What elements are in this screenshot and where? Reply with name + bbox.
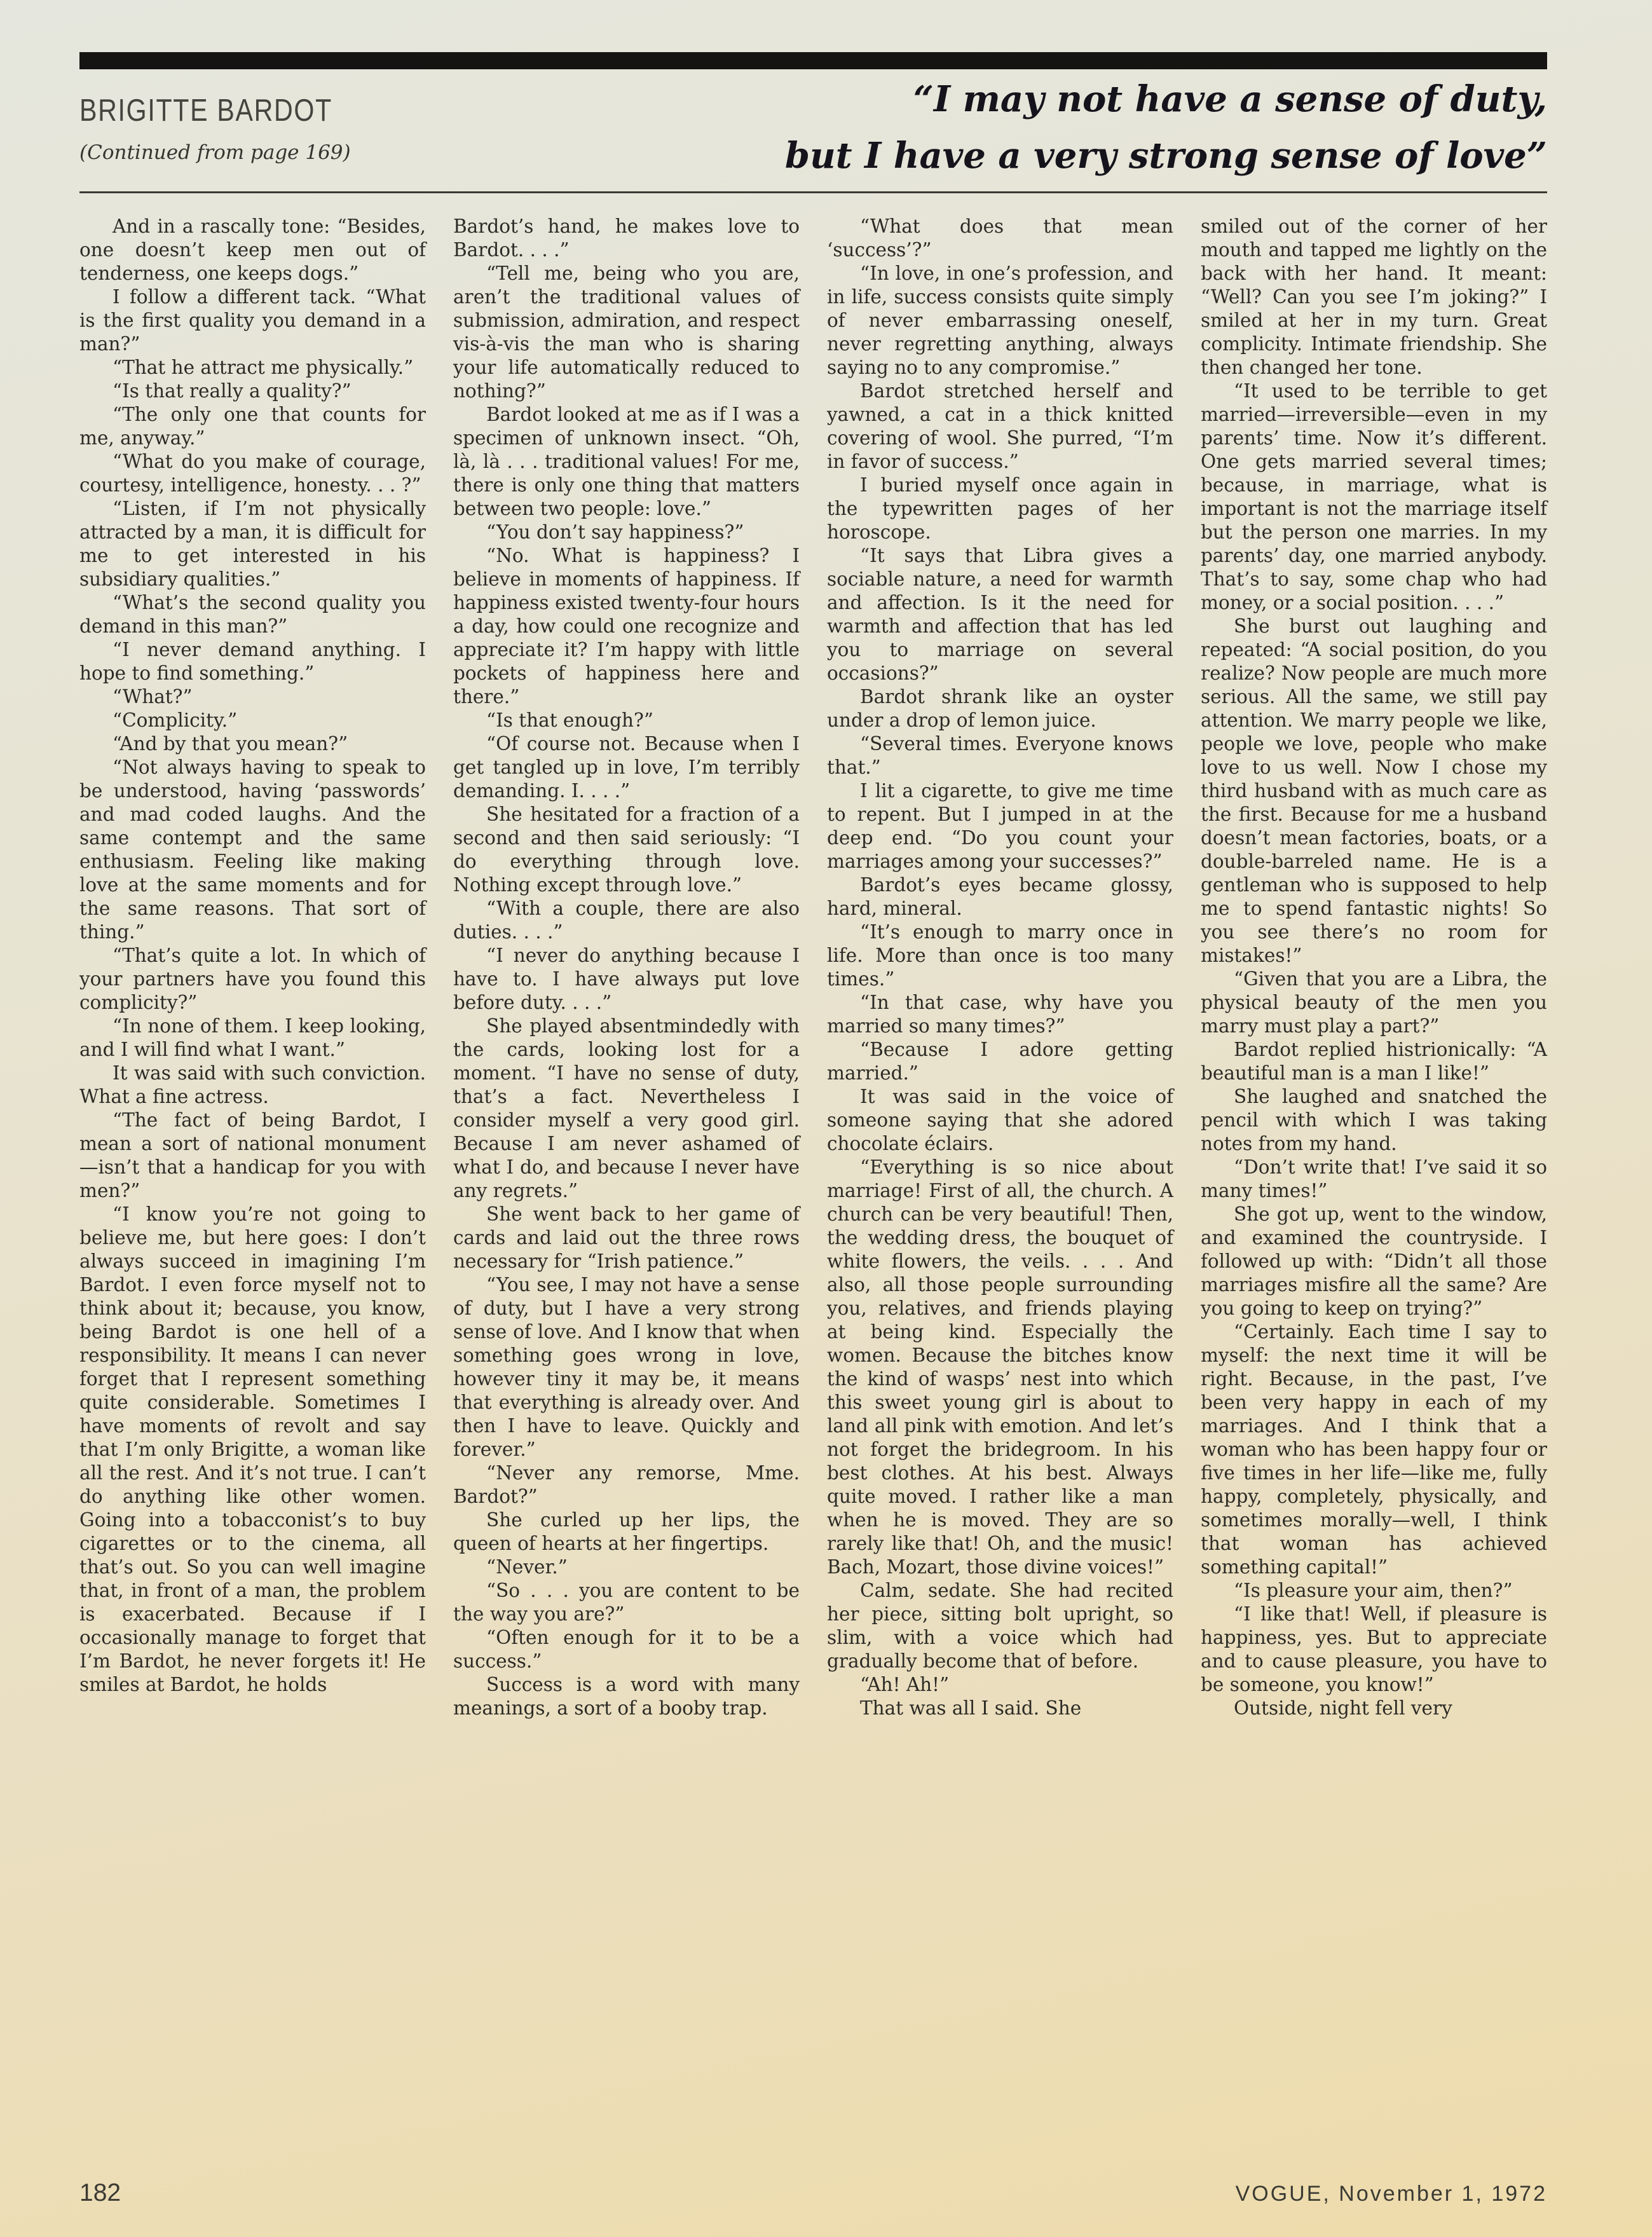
paragraph: “Tell me, being who you are, aren’t the traditional values of submission, admiration, and respect vis-à-vis the man who is sharing your life automatically reduced to nothing?” (453, 263, 800, 402)
paragraph: I lit a cigarette, to give me time to repent. But I jumped in at the deep end. “Do you count your marriages among your successes?” (827, 780, 1173, 872)
paragraph: “What’s the second quality you demand in this man?” (79, 592, 426, 637)
paragraph: “Several times. Everyone knows that.” (827, 733, 1173, 778)
paragraph: “Of course not. Because when I get tangled up in love, I’m terribly demanding. I. . . .” (453, 733, 800, 802)
paragraph: “You don’t say happiness?” (486, 521, 744, 543)
paragraph: “In that case, why have you married so many times?” (827, 992, 1173, 1037)
paragraph: “Listen, if I’m not physically attracted by a man, it is difficult for me to get interested in his subsidiary qualities.” (79, 498, 426, 590)
paragraph: She curled up her lips, the queen of hearts at her fingertips. (453, 1509, 800, 1554)
paragraph: “Never any remorse, Mme. Bardot?” (453, 1462, 800, 1507)
paragraph: “It used to be terrible to get married—irreversible—even in my parents’ time. Now it’s different. One gets married several times; because, in marriage, what is important is not the marriage itself but the person one marries. In my parents’ day, one married anybody. That’s to say, some chap who had money, or a social position. . . .” (1201, 380, 1547, 613)
paragraph: She laughed and snatched the pencil with which I was taking notes from my hand. (1201, 1086, 1547, 1154)
pull-quote-line-1: “I may not have a sense of duty, (913, 78, 1547, 120)
paragraph: Bardot looked at me as if I was a specimen of unknown insect. “Oh, là, là . . . traditional values! For me, there is only one thing that matters between two people: love.” (453, 404, 800, 519)
paragraph: I buried myself once again in the typewritten pages of her horoscope. (827, 474, 1173, 543)
paragraph: “Don’t write that! I’ve said it so many times!” (1201, 1156, 1547, 1201)
paragraph: She hesitated for a fraction of a second and then said seriously: “I do everything through love. Nothing except through love.” (453, 804, 800, 896)
paragraph: Bardot stretched herself and yawned, a cat in a thick knitted covering of wool. She purred, “I’m in favor of success.” (827, 380, 1173, 472)
pull-quote-line-2: but I have a very strong sense of love” (784, 135, 1547, 177)
continued-note: (Continued from page 169) (79, 141, 351, 164)
paragraph: Bardot’s eyes became glossy, hard, mineral. (827, 874, 1173, 919)
paragraph: Bardot shrank like an oyster under a drop of lemon juice. (827, 686, 1173, 731)
top-rule-bar (79, 52, 1547, 69)
paragraph: She went back to her game of cards and laid out the three rows necessary for “Irish patience.” (453, 1203, 800, 1272)
paragraph: “What does that mean ‘success’?” (827, 215, 1173, 261)
paragraph: “Complicity.” (113, 709, 238, 731)
paragraph: “Because I adore getting married.” (827, 1039, 1173, 1084)
paragraph: “Ah! Ah!” (860, 1674, 950, 1695)
paragraph: “What do you make of courage, courtesy, intelligence, honesty. . . ?” (79, 451, 426, 496)
paragraph: “With a couple, there are also duties. . . .” (453, 898, 800, 943)
paragraph: “So . . . you are content to be the way you are?” (453, 1580, 800, 1625)
paragraph: “No. What is happiness? I believe in moments of happiness. If happiness existed twenty-four hours a day, how could one recognize and appreciate it? I’m happy with little pockets of happiness here and there.” (453, 545, 800, 708)
paragraph: “Not always having to speak to be understood, having ‘passwords’ and mad coded laughs. And the same contempt and the same enthusiasm. Feeling like making love at the same moments and for the same reasons. That sort of thing.” (79, 756, 426, 943)
paragraph: “The fact of being Bardot, I mean a sort of national monument—isn’t that a handicap for you with men?” (79, 1109, 426, 1201)
text-column-2 (453, 215, 800, 1720)
paragraph: “It says that Libra gives a sociable nature, a need for warmth and affection. Is it the need for warmth and affection that has led you to marriage on several occasions?” (827, 545, 1173, 684)
paragraph: “What?” (113, 686, 193, 708)
paragraph: “And by that you mean?” (113, 733, 348, 755)
paragraph: “You see, I may not have a sense of duty, but I have a very strong sense of love. And I know that when something goes wrong in love, however tiny it may be, it means that everything is already over. And then I have to leave. Quickly and forever.” (453, 1274, 800, 1460)
magazine-credit: VOGUE, November 1, 1972 (1235, 2182, 1547, 2206)
paragraph: Calm, sedate. She had recited her piece, sitting bolt upright, so slim, with a voice which had gradually become that of before. (827, 1580, 1173, 1672)
paragraph: It was said in the voice of someone saying that she adored chocolate éclairs. (827, 1086, 1173, 1154)
text-column-1 (79, 215, 426, 1697)
paragraph: smiled out of the corner of her mouth and tapped me lightly on the back with her hand. It meant: “Well? Can you see I’m joking?” I smiled at her in my turn. Great complicity. Intimate friendship. She then changed her tone. (1201, 215, 1547, 378)
paragraph: “The only one that counts for me, anyway.” (79, 404, 426, 449)
paragraph: “It’s enough to marry once in life. More than once is too many times.” (827, 921, 1173, 990)
paragraph: And in a rascally tone: “Besides, one doesn’t keep men out of tenderness, one keeps dogs.” (79, 215, 426, 284)
paragraph: “That’s quite a lot. In which of your partners have you found this complicity?” (79, 945, 426, 1013)
paragraph: “I never do anything because I have to. I have always put love before duty. . . .” (453, 945, 800, 1013)
paragraph: “Given that you are a Libra, the physical beauty of the men you marry must play a part?” (1201, 968, 1547, 1037)
paragraph: “In none of them. I keep looking, and I will find what I want.” (79, 1015, 426, 1060)
paragraph: “Often enough for it to be a success.” (453, 1627, 800, 1672)
paragraph: She burst out laughing and repeated: “A social position, do you realize? Now people are much more serious. All the same, we still pay attention. We marry people we like, people we love, people who make love to us well. Now I chose my third husband with as much care as the first. Because for me a husband doesn’t mean factories, boats, or a double-barreled name. He is a gentleman who is supposed to help me to spend fantastic nights! So you see there’s no room for mistakes!” (1201, 615, 1547, 966)
paragraph: “Certainly. Each time I say to myself: the next time it will be right. Because, in the past, I’ve been very happy in each of my marriages. And I think that a woman who has been happy four or five times in her life—like me, fully happy, completely, physically, and sometimes morally—well, I think that woman has achieved something capital!” (1201, 1321, 1547, 1578)
pull-quote (785, 71, 1547, 184)
article-body (79, 215, 1547, 1720)
paragraph: Bardot’s hand, he makes love to Bardot. . . .” (453, 215, 800, 261)
page-number: 182 (79, 2179, 121, 2206)
paragraph: She played absentmindedly with the cards, looking lost for a moment. “I have no sense of duty, that’s a fact. Nevertheless I consider myself a very good girl. Because I am never ashamed of what I do, and because I never have any regrets.” (453, 1015, 800, 1201)
paragraph: She got up, went to the window, and examined the countryside. I followed up with: “Didn’t all those marriages misfire all the same? Are you going to keep on trying?” (1201, 1203, 1547, 1319)
header-rule (79, 191, 1547, 193)
paragraph: “I like that! Well, if pleasure is happiness, yes. But to appreciate and to cause pleasure, you have to be someone, you know!” (1201, 1603, 1547, 1695)
paragraph: Outside, night fell very (1234, 1697, 1452, 1719)
paragraph: It was said with such conviction. What a fine actress. (79, 1062, 426, 1107)
paragraph: “I know you’re not going to believe me, but here goes: I don’t always succeed in imagining I’m Bardot. I even force myself not to think about it; because, you know, being Bardot is one hell of a responsibility. It means I can never forget that I represent something quite considerable. Sometimes I have moments of revolt and say that I’m only Brigitte, a woman like all the rest. And it’s not true. I can’t do anything like other women. Going into a tobacconist’s to buy cigarettes or to the cinema, all that’s out. So you can well imagine that, in front of a man, the problem is exacerbated. Because if I occasionally manage to forget that I’m Bardot, he never forgets it! He smiles at Bardot, he holds (79, 1203, 426, 1695)
paragraph: I follow a different tack. “What is the first quality you demand in a man?” (79, 286, 426, 355)
text-column-3 (827, 215, 1173, 1720)
text-column-4 (1201, 215, 1547, 1720)
paragraph: “Is that really a quality?” (113, 380, 352, 402)
paragraph: “That he attract me physically.” (113, 357, 414, 378)
paragraph: Success is a word with many meanings, a sort of a booby trap. (453, 1674, 800, 1719)
paragraph: “I never demand anything. I hope to find something.” (79, 639, 426, 684)
article-title: BRIGITTE BARDOT (79, 93, 332, 128)
paragraph: “Never.” (486, 1556, 568, 1578)
paragraph: “Is pleasure your aim, then?” (1234, 1580, 1513, 1601)
paragraph: That was all I said. She (860, 1697, 1082, 1719)
paragraph: “Is that enough?” (486, 709, 653, 731)
paragraph: “Everything is so nice about marriage! First of all, the church. A church can be very beautiful! Then, the wedding dress, the bouquet of white flowers, the veils. . . . And also, all those people surrounding you, relatives, and friends playing at being kind. Especially the women. Because the bitches know the kind of wasps’ nest into which this sweet young girl is about to land all pink with emotion. And let’s not forget the bridegroom. In his best clothes. At his best. Always quite moved. I rather like a man when he is moved. They are so rarely like that! Oh, and the music! Bach, Mozart, those divine voices!” (827, 1156, 1173, 1578)
paragraph: “In love, in one’s profession, and in life, success consists quite simply of never embarrassing oneself, never regretting anything, always saying no to any compromise.” (827, 263, 1173, 378)
paragraph: Bardot replied histrionically: “A beautiful man is a man I like!” (1201, 1039, 1547, 1084)
